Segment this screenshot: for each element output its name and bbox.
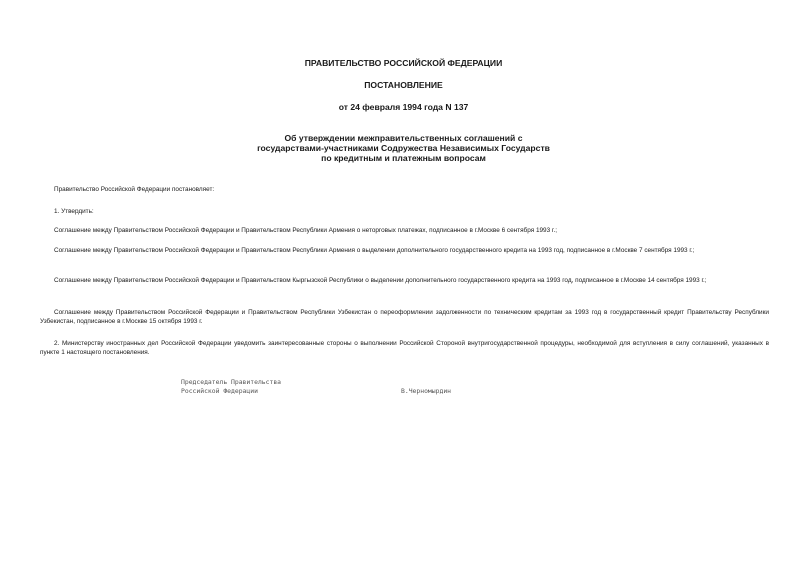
body-paragraph: Соглашение между Правительством Российской Федерации и Правительством Республики Армения о неторговых платежах, подписанное в г.Москве 6 сентября 1993 г.;	[54, 227, 558, 234]
body-paragraph: Соглашение между Правительством Российской Федерации и Правительством Республики Армения о выделении дополнительного государственного кредита на 1993 год, подписанное в г.Москве 7 сентября 1993 г.;	[54, 247, 695, 254]
body-paragraph: Правительство Российской Федерации постановляет:	[54, 186, 215, 193]
issuer-heading: ПРАВИТЕЛЬСТВО РОССИЙСКОЙ ФЕДЕРАЦИИ	[304, 58, 503, 68]
document-type-heading: ПОСТАНОВЛЕНИЕ	[364, 80, 443, 90]
signatory-name: В.Черномырдин	[401, 387, 452, 395]
signatory-title	[181, 378, 281, 396]
subject-line: по кредитным и платежным вопросам	[321, 153, 486, 163]
document-subject	[0, 133, 807, 163]
signatory-title-line: Российской Федерации	[181, 387, 258, 395]
document-date-number: от 24 февраля 1994 года N 137	[338, 102, 469, 112]
body-paragraph: 2. Министерству иностранных дел Российской Федерации уведомить заинтересованные стороны о выполнении Российской Стороной внутригосударственной процедуры, необходимой для вступления в силу соглашений, указанных в пункте 1 настоящего постановления.	[40, 340, 769, 356]
subject-line: Об утверждении межправительственных соглашений с	[284, 133, 523, 143]
signatory-title-line: Председатель Правительства	[181, 378, 282, 386]
body-paragraph: Соглашение между Правительством Российской Федерации и Правительством Кыргызской Республики о выделении дополнительного государственного кредита на 1993 год, подписанное в г.Москве 14 сентября 1993 г.;	[54, 277, 707, 284]
body-paragraph: Соглашение между Правительством Российской Федерации и Правительством Республики Узбекистан о переоформлении задолженности по техническим кредитам за 1993 год в государственный кредит Правительству Республики Узбекистан, подписанное в г.Москве 15 октября 1993 г.	[40, 309, 769, 325]
body-paragraph: 1. Утвердить:	[54, 208, 94, 215]
subject-line: государствами-участниками Содружества Независимых Государств	[257, 143, 550, 153]
